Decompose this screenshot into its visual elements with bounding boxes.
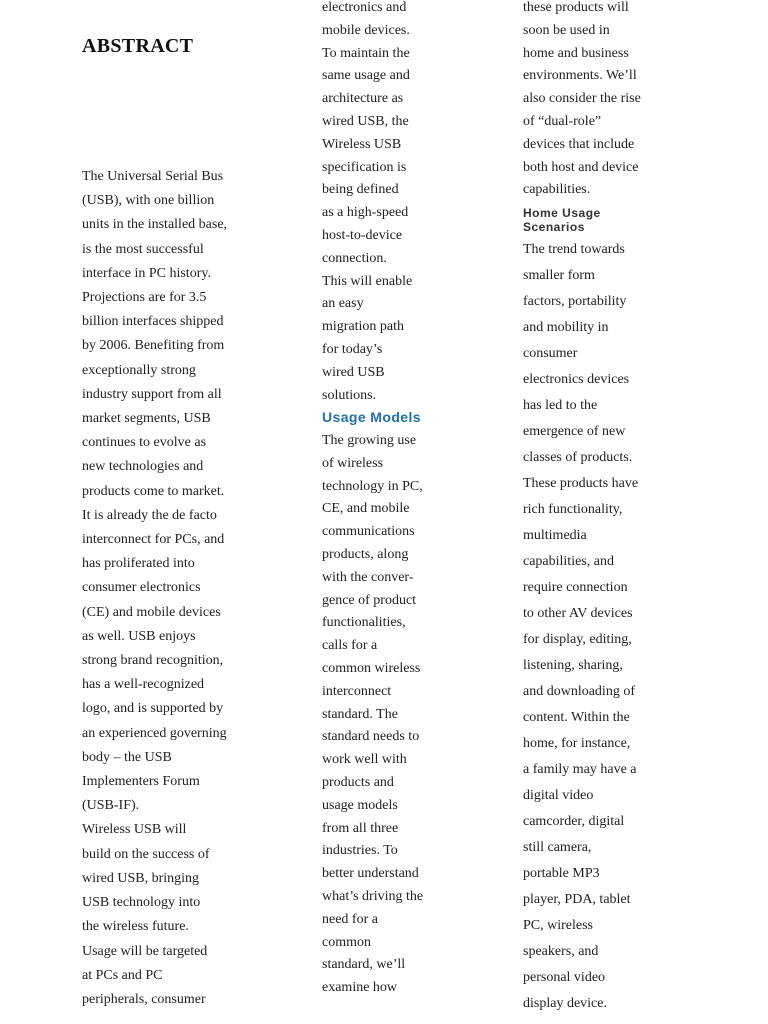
text-line: of wireless [322, 455, 384, 471]
text-line: It is already the de facto [82, 507, 217, 523]
text-line: personal video [523, 970, 606, 985]
text-line: display device. [523, 996, 607, 1011]
text-line: consumer [523, 346, 578, 361]
text-line: need for a [322, 911, 378, 927]
text-line: migration path [322, 319, 405, 335]
text-line: Wireless USB [322, 136, 402, 152]
text-line: is the most successful [82, 241, 204, 257]
text-line: mobile devices. [322, 22, 410, 38]
text-line: Implementers Forum [82, 774, 200, 790]
text-line: products, along [322, 546, 409, 562]
usage-models-heading: Usage Models [322, 409, 421, 425]
heading-line: Home Usage [523, 206, 601, 220]
text-line: (USB), with one billion [82, 193, 215, 209]
text-line: what’s driving the [322, 888, 424, 904]
text-line: these products will [523, 0, 629, 15]
abstract-body [82, 165, 227, 1012]
text-line: CE, and mobile [322, 501, 410, 517]
text-line: solutions. [322, 387, 377, 403]
text-line: factors, portability [523, 294, 627, 309]
text-line: require connection [523, 580, 628, 595]
text-line: work well with [322, 752, 407, 768]
text-line: still camera, [523, 840, 592, 855]
text-line: new technologies and [82, 459, 204, 475]
text-line: player, PDA, tablet [523, 892, 631, 907]
text-line: standard. The [322, 706, 398, 722]
text-line: standard, we’ll [322, 957, 406, 973]
text-line: also consider the rise [523, 91, 641, 107]
text-line: from all three [322, 820, 399, 836]
text-line: with the conver- [322, 569, 414, 585]
text-line: continues to evolve as [82, 435, 207, 451]
text-line: portable MP3 [523, 866, 600, 881]
text-line: rich functionality, [523, 502, 623, 517]
text-line: an experienced governing [82, 725, 227, 741]
text-line: better understand [322, 866, 419, 882]
text-line: speakers, and [523, 944, 599, 959]
text-line: Wireless USB will [82, 822, 187, 838]
text-line: by 2006. Benefiting from [82, 338, 225, 354]
text-line: The Universal Serial Bus [82, 169, 224, 184]
text-line: has led to the [523, 398, 598, 413]
text-line: a family may have a [523, 762, 637, 777]
text-line: emergence of new [523, 424, 626, 439]
text-line: wired USB [322, 364, 385, 380]
text-line: interface in PC history. [82, 265, 211, 281]
text-line: interconnect for PCs, and [82, 532, 225, 548]
text-line: usage models [322, 797, 398, 813]
text-line: capabilities, and [523, 554, 614, 569]
text-line: products come to market. [82, 483, 225, 499]
text-line: standard needs to [322, 729, 420, 745]
text-line: capabilities. [523, 182, 591, 198]
text-line: functionalities, [322, 615, 406, 631]
text-line: (USB-IF). [82, 798, 140, 814]
text-line: USB technology into [82, 895, 201, 911]
text-line: at PCs and PC [82, 967, 163, 983]
text-line: being defined [322, 182, 399, 198]
text-line: examine how [322, 980, 398, 996]
text-line: has proliferated into [82, 556, 195, 572]
text-line: To maintain the [322, 45, 410, 61]
text-line: electronics and [322, 0, 407, 15]
text-line: same usage and [322, 68, 410, 84]
text-line: This will enable [322, 273, 413, 289]
text-line: as a high-speed [322, 205, 409, 221]
text-line: communications [322, 524, 415, 540]
text-line: PC, wireless [523, 918, 593, 933]
text-line: industry support from all [82, 386, 222, 402]
home-usage-scenarios-heading [523, 206, 601, 234]
text-line: The trend towards [523, 242, 625, 257]
text-line: products and [322, 774, 394, 790]
text-line: digital video [523, 788, 594, 803]
text-line: home and business [523, 45, 629, 61]
text-line: The growing use [322, 433, 417, 448]
text-line: home, for instance, [523, 736, 631, 751]
text-line: content. Within the [523, 710, 630, 725]
text-line: body – the USB [82, 749, 172, 765]
text-line: environments. We’ll [523, 68, 637, 84]
text-line: billion interfaces shipped [82, 314, 224, 330]
text-line: electronics devices [523, 372, 630, 387]
text-line: wired USB, the [322, 113, 409, 129]
text-line: connection. [322, 250, 387, 266]
text-line: strong brand recognition, [82, 653, 224, 669]
text-line: (CE) and mobile devices [82, 604, 221, 620]
column-2-intro-text [322, 0, 412, 407]
text-line: calls for a [322, 638, 378, 654]
abstract-heading: ABSTRACT [82, 35, 194, 57]
text-line: to other AV devices [523, 606, 633, 621]
text-line: for display, editing, [523, 632, 632, 647]
text-line: Projections are for 3.5 [82, 290, 207, 306]
text-line: and downloading of [523, 684, 635, 699]
text-line: technology in PC, [322, 478, 423, 494]
text-line: peripherals, consumer [82, 991, 206, 1007]
text-line: soon be used in [523, 22, 610, 38]
text-line: both host and device [523, 159, 639, 175]
text-line: gence of product [322, 592, 417, 608]
text-line: wired USB, bringing [82, 870, 200, 886]
text-line: multimedia [523, 528, 587, 543]
text-line: camcorder, digital [523, 814, 625, 829]
text-line: interconnect [322, 683, 392, 699]
text-line: industries. To [322, 843, 398, 859]
text-line: common wireless [322, 660, 421, 676]
text-line: specification is [322, 159, 407, 175]
text-line: build on the success of [82, 846, 210, 862]
text-line: These products have [523, 476, 639, 491]
text-line: logo, and is supported by [82, 701, 224, 717]
text-line: of “dual-role” [523, 113, 602, 129]
text-line: host-to-device [322, 227, 403, 243]
text-line: market segments, USB [82, 411, 211, 427]
text-line: devices that include [523, 136, 635, 152]
text-line: smaller form [523, 268, 595, 283]
home-usage-scenarios-body [523, 237, 638, 1017]
column-3-intro-text [523, 0, 641, 202]
text-line: and mobility in [523, 320, 609, 335]
text-line: the wireless future. [82, 919, 189, 935]
usage-models-body [322, 430, 423, 1000]
text-line: has a well-recognized [82, 677, 205, 693]
text-line: Usage will be targeted [82, 943, 208, 959]
text-line: an easy [322, 296, 364, 312]
text-line: classes of products. [523, 450, 633, 465]
heading-line: Scenarios [523, 220, 585, 234]
text-line: architecture as [322, 91, 404, 107]
text-line: common [322, 934, 371, 950]
text-line: units in the installed base, [82, 217, 228, 233]
text-line: for today’s [322, 341, 383, 357]
text-line: listening, sharing, [523, 658, 623, 673]
text-line: exceptionally strong [82, 362, 196, 378]
text-line: consumer electronics [82, 580, 201, 596]
text-line: as well. USB enjoys [82, 628, 196, 644]
